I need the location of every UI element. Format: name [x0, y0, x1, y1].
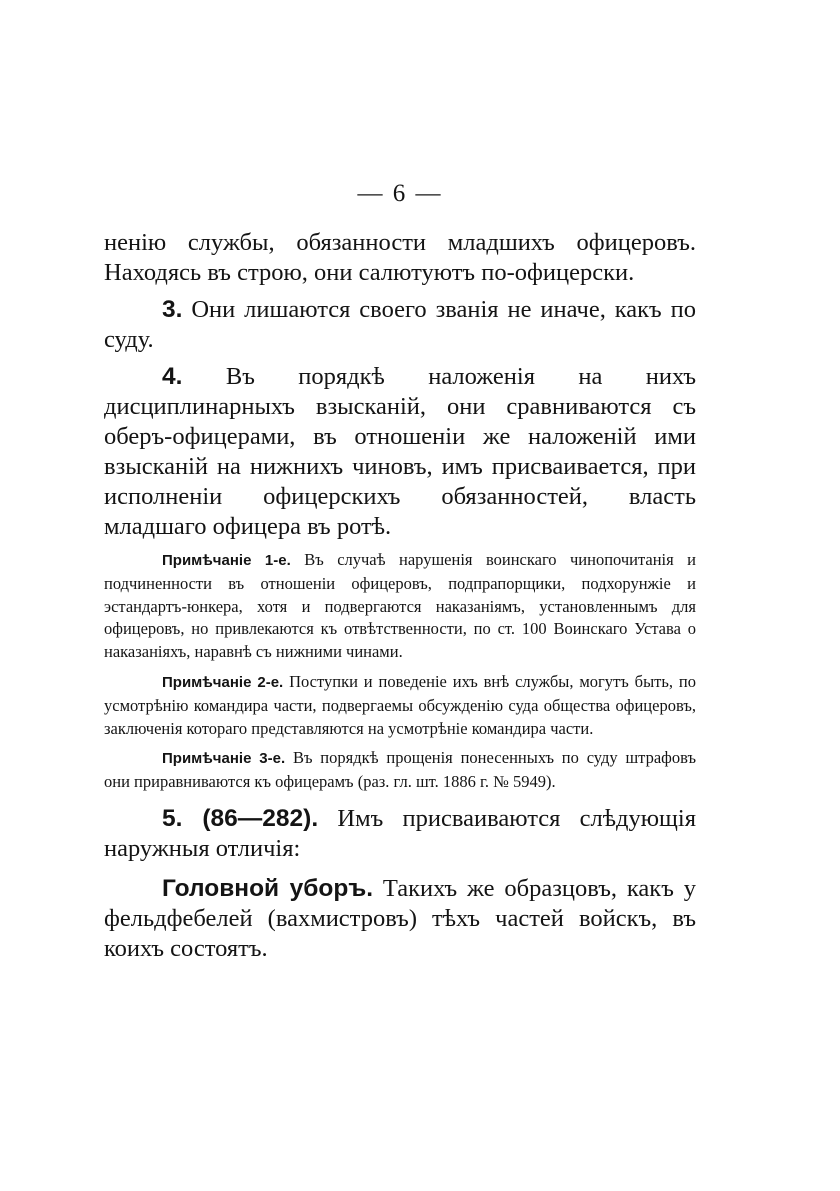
note-label: Примѣчаніе 1-е.: [162, 552, 291, 569]
section-text: Такихъ же образцовъ, какъ у фельдфебелей (вахмистровъ) тѣхъ частей войскъ, въ коихъ состоятъ.: [104, 874, 697, 962]
paragraph-article-3: [104, 295, 696, 355]
note-3: [104, 747, 696, 794]
note-2: [104, 671, 696, 740]
paragraph-headgear: [104, 874, 696, 964]
article-text: Имъ присваиваются слѣдующія наружныя отличія:: [104, 804, 696, 862]
paragraph-continuation: ненію службы, обязанности младшихъ офицеровъ. Находясь въ строю, они салютуютъ по-офицерски.: [104, 229, 696, 286]
note-label: Примѣчаніе 3-е.: [162, 750, 286, 768]
article-text: Они лишаются своего званія не иначе, какъ по суду.: [104, 296, 696, 353]
article-number: 5. (86—282).: [162, 804, 319, 832]
article-text: Въ порядкѣ наложенія на нихъ дисциплинарныхъ взысканій, они сравниваются съ оберъ-офицерами, въ отношеніи же наложеній ими взысканій на нижнихъ чиновъ, имъ присваивается, при исполненіи офицерскихъ обязанностей, власть младшаго офицера въ ротѣ.: [104, 363, 696, 540]
note-text: Въ порядкѣ прощенія понесенныхъ по суду штрафовъ они приравниваются къ офицерамъ (раз. гл. шт. 1886 г. № 5949).: [104, 748, 697, 792]
paragraph-article-5: [104, 804, 696, 864]
article-number: 4.: [162, 363, 183, 390]
section-heading: Головной уборъ.: [162, 874, 374, 902]
note-text: Поступки и поведеніе ихъ внѣ службы, могутъ быть, по усмотрѣнію командира части, подвергаемы обсужденію суда общества офицеровъ, заключенія котораго представляются на усмотрѣніе командира части.: [104, 671, 696, 738]
note-1: [104, 549, 696, 664]
note-label: Примѣчаніе 2-е.: [162, 673, 284, 691]
article-number: 3.: [162, 296, 183, 323]
page-number: — 6 —: [357, 180, 443, 207]
document-page: [104, 180, 696, 964]
note-text: Въ случаѣ нарушенія воинскаго чинопочитанія и подчиненности въ отношеніи офицеровъ, подпрапорщики, подхорунжіе и эстандартъ-юнкера, хотя и подвергаются наказаніямъ, установленнымъ для офицеровъ, но привлекаются къ отвѣтственности, по ст. 100 Воинскаго Устава о наказаніяхъ, наравнѣ съ нижними чинами.: [104, 550, 697, 662]
paragraph-article-4: [104, 362, 696, 542]
